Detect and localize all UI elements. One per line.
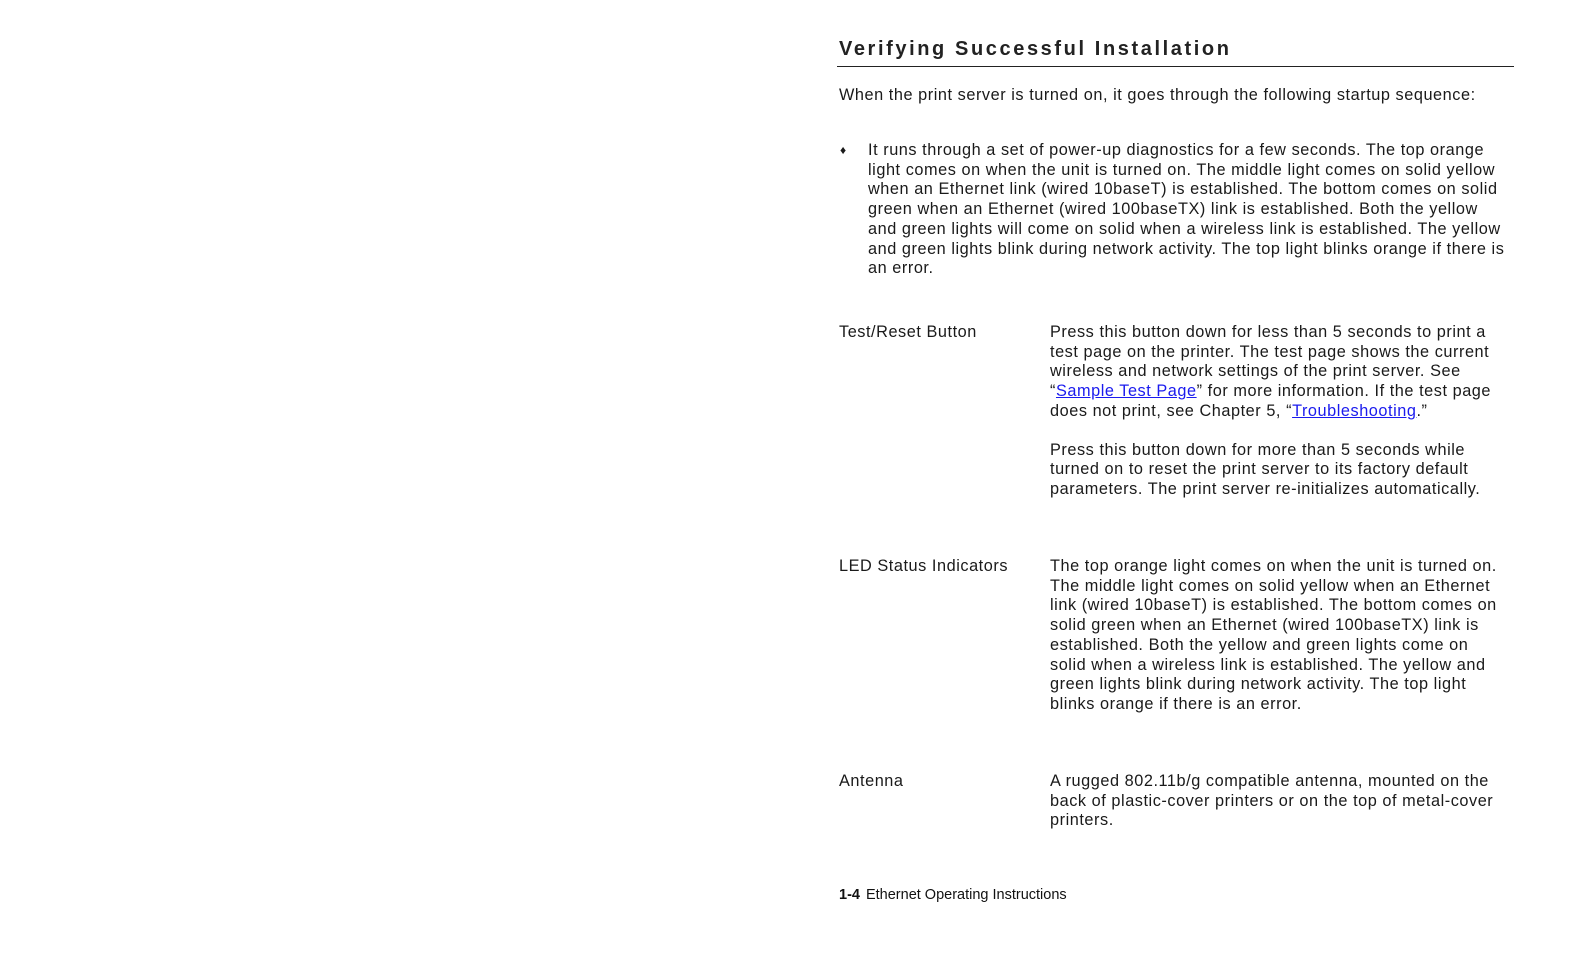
troubleshooting-link[interactable]: Troubleshooting [1292, 401, 1417, 420]
section-heading: Verifying Successful Installation [839, 38, 1232, 60]
definition-term: Antenna [839, 772, 904, 790]
heading-underline [837, 66, 1514, 67]
footer-title: Ethernet Operating Instructions [865, 887, 1067, 903]
definition-description [1050, 323, 1500, 500]
antenna-paragraph: A rugged 802.11b/g compatible antenna, mounted on the back of plastic-cover printers or on the top of metal-cover printers. [1050, 772, 1494, 830]
diamond-bullet-icon: ♦ [840, 143, 847, 157]
document-page [837, 0, 1517, 954]
text-segment: ” for more information. If the test page does not print, see Chapter 5, “ [1050, 382, 1492, 420]
bullet-text: It runs through a set of power-up diagnostics for a few seconds. The top orange light comes on when the unit is turned on. The middle light comes on solid yellow when an Ethernet link (wired 10baseT) is established. The bottom comes on solid green when an Ethernet (wired 100baseTX) link is established. Both the yellow and green lights will come on solid when a wireless link is established. The yellow and green lights blink during network activity. The top light blinks orange if there is an error. [868, 141, 1505, 278]
led-paragraph: The top orange light comes on when the unit is turned on. The middle light comes on solid yellow when an Ethernet link (wired 10baseT) is established. The bottom comes on solid green when an Ethernet (wired 100baseTX) link is established. Both the yellow and green lights come on solid when a wireless link is established. The yellow and green lights blink during network activity. The top light blinks orange if there is an error. [1050, 557, 1497, 713]
test-reset-paragraph-1 [1050, 323, 1500, 422]
text-segment: Press this button down for less than 5 seconds to print a test page on the printer. The test page shows the current wireless and network settings of the print server. See “ [1050, 323, 1490, 401]
test-reset-paragraph-2: Press this button down for more than 5 seconds while turned on to reset the print server to its factory default parameters. The print server re-initializes automatically. [1050, 440, 1481, 498]
definition-term: Test/Reset Button [839, 323, 977, 341]
text-segment: .” [1416, 401, 1428, 420]
definition-term: LED Status Indicators [839, 557, 1009, 575]
definition-description [1050, 772, 1500, 831]
page-number: 1-4 [839, 887, 860, 903]
startup-bullet-list [839, 141, 1507, 279]
sample-test-page-link[interactable]: Sample Test Page [1055, 382, 1197, 401]
definition-description [1050, 557, 1500, 715]
page-footer [839, 887, 1067, 903]
list-item [839, 141, 1507, 279]
intro-paragraph: When the print server is turned on, it goes through the following startup sequence: [839, 86, 1476, 104]
